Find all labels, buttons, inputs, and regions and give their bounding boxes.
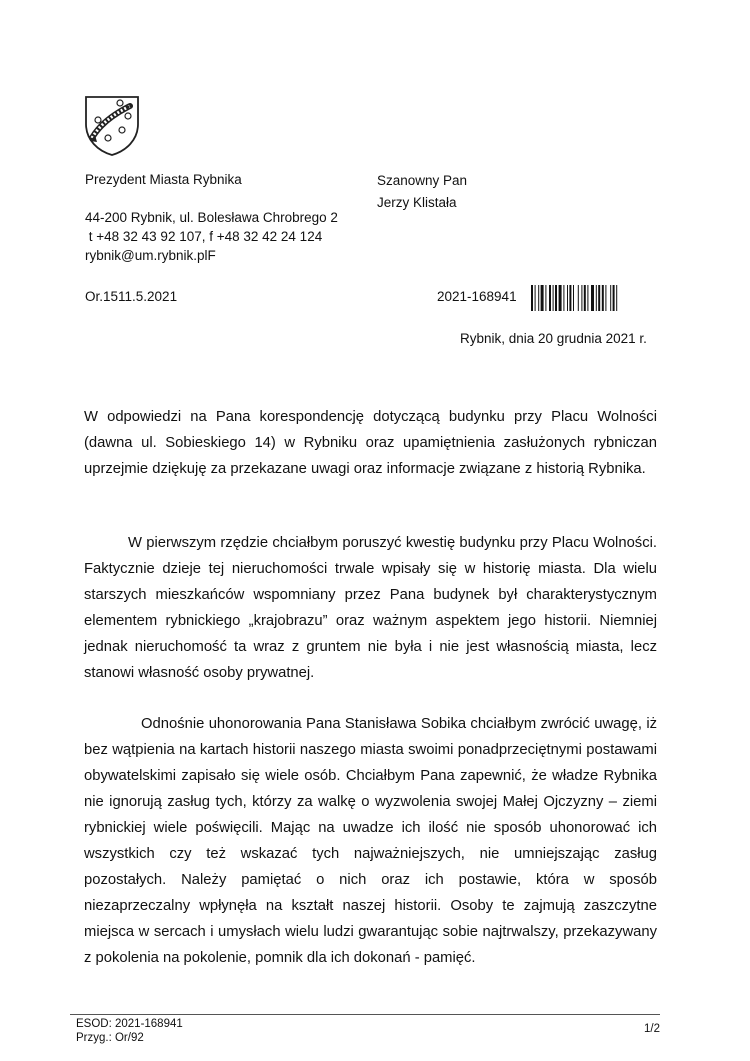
- sender-address: 44-200 Rybnik, ul. Bolesława Chrobrego 2: [85, 210, 338, 225]
- footer-divider: [70, 1014, 660, 1015]
- page-number: 1/2: [644, 1023, 660, 1035]
- footer-meta: [76, 1017, 183, 1045]
- rybnik-coat-of-arms-icon: [78, 94, 146, 158]
- recipient-name: Jerzy Klistała: [377, 195, 457, 210]
- recipient-salutation: Szanowny Pan: [377, 173, 468, 188]
- sender-email: rybnik@um.rybnik.plF: [85, 248, 216, 263]
- body-paragraph: Odnośnie uhonorowania Pana Stanisława Sobika chciałbym zwrócić uwagę, iż bez wątpienia na kartach historii naszego miasta swoimi ponadprzeciętnymi postawami obywatelskimi zapisało się wiele osób. Chciałbym Pana zapewnić, że władze Rybnika nie ignorują zasług tych, którzy za walkę o wyzwolenia swojej Małej Ojczyzny – ziemi rybnickiej wiele poświęcili. Mając na uwadze ich ilość nie sposób uhonorować ich wszystkich czy też wskazać tych najważniejszych, nie umniejszając zasług pozostałych. Należy pamiętać o nich oraz ich postawie, która w sposób niezaprzeczalny wpłynęła na kształt naszej historii. Osoby te zajmują zaszczytne miejsca w sercach i umysłach wielu ludzi gwarantując sobie najtrwalszy, przekazywany z pokolenia na pokolenie, pomnik dla ich dokonań - pamięć.: [84, 716, 657, 966]
- case-number: Or.1511.5.2021: [85, 289, 178, 304]
- sender-phone: t +48 32 43 92 107, f +48 32 42 24 124: [85, 229, 323, 244]
- body-paragraph: W pierwszym rzędzie chciałbym poruszyć kwestię budynku przy Placu Wolności. Faktycznie dzieje tej nieruchomości trwale wpisały się w historię miasta. Dla wielu starszych mieszkańców wspomniany przez Pana budynek był charakterystycznym elementem rybnickiego „krajobrazu” oraz ważnym aspektem jego historii. Niemniej jednak nieruchomość ta wraz z gruntem nie była i nie jest własnością miasta, lecz stanowi własność osoby prywatnej.: [84, 535, 657, 681]
- sender-title: Prezydent Miasta Rybnika: [85, 172, 242, 187]
- recipient-block: [377, 170, 467, 214]
- footer-esod: ESOD: 2021-168941: [76, 1018, 183, 1030]
- body-paragraph: W odpowiedzi na Pana korespondencję dotyczącą budynku przy Placu Wolności (dawna ul. Sobieskiego 14) w Rybniku oraz upamiętnienia zasłużonych rybniczan uprzejmie dziękuję za przekazane uwagi oraz informacje związane z historią Rybnika.: [84, 409, 657, 477]
- document-number: 2021-168941: [437, 289, 517, 304]
- date-line: Rybnik, dnia 20 grudnia 2021 r.: [460, 331, 647, 346]
- sender-block: [85, 170, 338, 265]
- barcode-icon: [531, 285, 649, 311]
- footer-prepared-by: Przyg.: Or/92: [76, 1032, 144, 1044]
